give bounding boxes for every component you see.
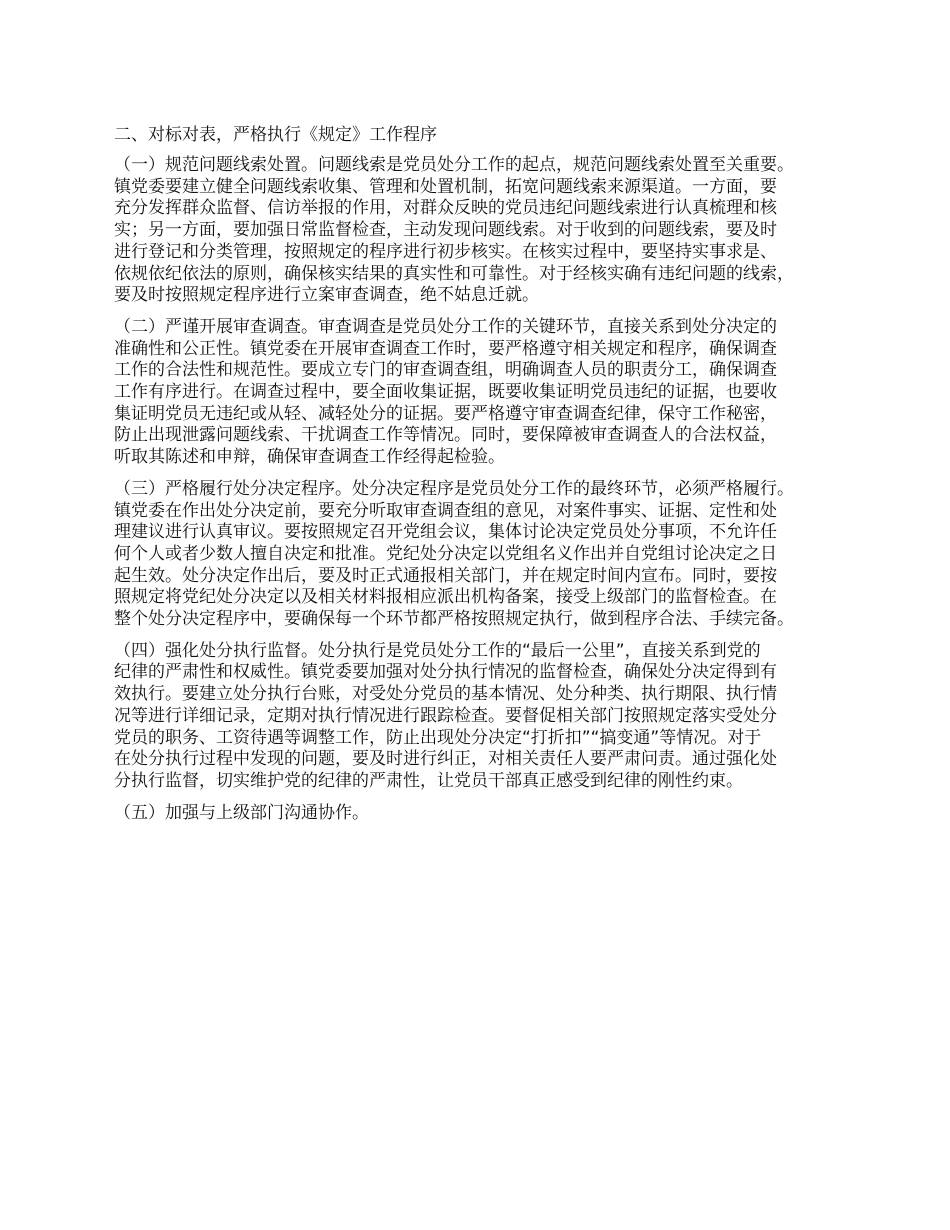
paragraph-1: （一）规范问题线索处置。问题线索是党员处分工作的起点，规范问题线索处置至关重要。 镇党委要建立健全问题线索收集、管理和处置机制，拓宽问题线索来源渠道。一方面，要 充分发挥群众监督、信访举报的作用，对群众反映的党员违纪问题线索进行认真梳理和核 实；另一方面，要加强日常监督检查，主动发现问题线索。对于收到的问题线索，要及时 进行登记和分类管理，按照规定的程序进行初步核实。在核实过程中，要坚持实事求是、 依规依纪依法的原则，确保核实结果的真实性和可靠性。对于经核实确有违纪问题的线索， 要及时按照规定程序进行立案审查调查，绝不姑息迁就。	[114, 155, 794, 306]
section-heading: 二、对标对表，严格执行《规定》工作程序	[114, 125, 437, 145]
paragraph-5: （五）加强与上级部门沟通协作。	[114, 802, 369, 823]
paragraph-2: （二）严谨开展审查调查。审查调查是党员处分工作的关键环节，直接关系到处分决定的 准确性和公正性。镇党委在开展审查调查工作时，要严格遵守相关规定和程序，确保调查 工作的合法性和规范性。要成立专门的审查调查组，明确调查人员的职责分工，确保调查 工作有序进行。在调查过程中，要全面收集证据，既要收集证明党员违纪的证据，也要收 集证明党员无违纪或从轻、减轻处分的证据。要严格遵守审查调查纪律，保守工作秘密， 防止出现泄露问题线索、干扰调查工作等情况。同时，要保障被审查调查人的合法权益， 听取其陈述和申辩，确保审查调查工作经得起检验。	[114, 316, 777, 468]
paragraph-4: （四）强化处分执行监督。处分执行是党员处分工作的“最后一公里”，直接关系到党的 纪律的严肃性和权威性。镇党委要加强对处分执行情况的监督检查，确保处分决定得到有 效执行。要建立处分执行台账，对受处分党员的基本情况、处分种类、执行期限、执行情 况等进行详细记录，定期对执行情况进行跟踪检查。要督促相关部门按照规定落实受处分 党员的职务、工资待遇等调整工作，防止出现处分决定“打折扣”“搞变通”等情况。对于 在处分执行过程中发现的问题，要及时进行纠正，对相关责任人要严肃问责。通过强化处 分执行监督，切实维护党的纪律的严肃性，让党员干部真正感受到纪律的刚性约束。	[114, 640, 777, 791]
document-body	[114, 124, 864, 834]
paragraph-3: （三）严格履行处分决定程序。处分决定程序是党员处分工作的最终环节，必须严格履行。 镇党委在作出处分决定前，要充分听取审查调查组的意见，对案件事实、证据、定性和处 理建议进行认真审议。要按照规定召开党组会议，集体讨论决定党员处分事项，不允许任 何个人或者少数人擅自决定和批准。党纪处分决定以党组名义作出并自党组讨论决定之日 起生效。处分决定作出后，要及时正式通报相关部门，并在规定时间内宣布。同时，要按 照规定将党纪处分决定以及相关材料报相应派出机构备案，接受上级部门的监督检查。在 整个处分决定程序中，要确保每一个环节都严格按照规定执行，做到程序合法、手续完备。	[114, 478, 794, 630]
